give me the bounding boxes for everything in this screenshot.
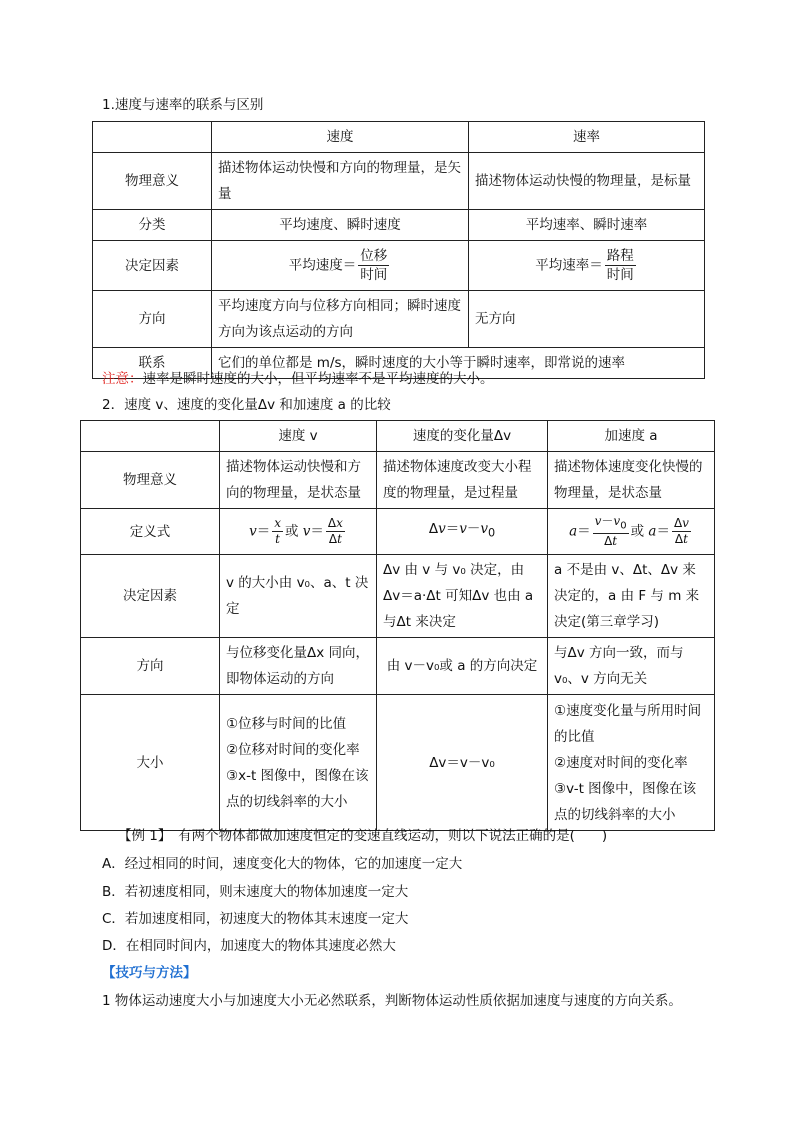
- table2-cell: a 不是由 v、Δt、Δv 来决定的，a 由 F 与 m 来决定(第三章学习): [548, 555, 715, 638]
- formula-lhs: 平均速度＝: [288, 257, 357, 274]
- table1-cell: 无方向: [469, 291, 705, 348]
- section2-title: 2．速度 v、速度的变化量Δv 和加速度 a 的比较: [102, 397, 391, 413]
- table1-cell: 平均速度、瞬时速度: [212, 210, 469, 241]
- tips-text: 1 物体运动速度大小与加速度大小无必然联系，判断物体运动性质依据加速度与速度的方向关系。: [102, 993, 682, 1009]
- table1-row-label: 决定因素: [93, 241, 212, 291]
- table2-header-acceleration: 加速度 a: [548, 421, 715, 452]
- note-label: 注意：: [102, 371, 143, 387]
- velocity-acceleration-table: [80, 420, 715, 831]
- table2-cell: 与位移变化量Δx 同向，即物体运动的方向: [220, 638, 377, 695]
- table1-merged-cell: 它们的单位都是 m/s，瞬时速度的大小等于瞬时速率，即常说的速率: [212, 348, 705, 379]
- example-question: [118, 824, 607, 844]
- table1-formula-rate: [469, 241, 705, 291]
- table2-cell: 描述物体速度改变大小程度的物理量，是过程量: [377, 452, 548, 509]
- table1-row-label: 联系: [93, 348, 212, 379]
- table1-formula-speed: [212, 241, 469, 291]
- table2-cell: 与Δv 方向一致，而与 v₀、v 方向无关: [548, 638, 715, 695]
- note: [102, 367, 494, 387]
- table2-header-delta-v: 速度的变化量Δv: [377, 421, 548, 452]
- table2-row-label: 定义式: [81, 509, 220, 555]
- table2-row-label: 方向: [81, 638, 220, 695]
- table2-cell: 描述物体运动快慢和方向的物理量，是状态量: [220, 452, 377, 509]
- table2-cell: v 的大小由 v₀、a、t 决定: [220, 555, 377, 638]
- example-prefix: 【例 1】: [118, 828, 165, 844]
- example-option: D．在相同时间内，加速度大的物体其速度必然大: [102, 938, 396, 954]
- example-option: B．若初速度相同，则末速度大的物体加速度一定大: [102, 884, 409, 900]
- velocity-definition-formula: v＝ $\frac{x}{t}$ 或 v＝ $\frac{\Delta x}{\Delta t}$: [220, 509, 377, 555]
- table1-header-empty: [93, 122, 212, 153]
- table2-header-empty: [81, 421, 220, 452]
- table2-cell: Δv＝v－v₀: [377, 695, 548, 831]
- table2-cell: Δv 由 v 与 v₀ 决定，由Δv＝a·Δt 可知Δv 也由 a 与Δt 来决定: [377, 555, 548, 638]
- note-text: 速率是瞬时速度的大小，但平均速率不是平均速度的大小。: [142, 371, 494, 387]
- table1-cell: 描述物体运动快慢和方向的物理量，是矢量: [212, 153, 469, 210]
- table1-row-label: 物理意义: [93, 153, 212, 210]
- fraction: $\frac{\text{路程}}{\text{时间}}$: [606, 248, 634, 283]
- table1-row-label: 方向: [93, 291, 212, 348]
- table2-cell: 描述物体速度变化快慢的物理量，是状态量: [548, 452, 715, 509]
- table1-cell: 平均速度方向与位移方向相同；瞬时速度方向为该点运动的方向: [212, 291, 469, 348]
- formula-lhs: 平均速率＝: [535, 257, 603, 274]
- table2-row-label: 决定因素: [81, 555, 220, 638]
- speed-vs-rate-table: [92, 121, 705, 379]
- table2-row-label: 大小: [81, 695, 220, 831]
- table1-cell: 描述物体运动快慢的物理量，是标量: [469, 153, 705, 210]
- table2-row-label: 物理意义: [81, 452, 220, 509]
- example-question-text: 有两个物体都做加速度恒定的变速直线运动，则以下说法正确的是( ): [178, 828, 608, 844]
- fraction: $\frac{\text{位移}}{\text{时间}}$: [360, 248, 388, 283]
- acceleration-definition-formula: a＝ $\frac{v-v_0}{\Delta t}$ 或 a＝ $\frac{\Delta v}{\Delta t}$: [548, 509, 715, 555]
- table2-cell: ①速度变化量与所用时间的比值 ②速度对时间的变化率 ③v-t 图像中，图像在该点的切线斜率的大小: [548, 695, 715, 831]
- table1-cell: 平均速率、瞬时速率: [469, 210, 705, 241]
- table2-cell: 由 v－v₀或 a 的方向决定: [377, 638, 548, 695]
- table1-row-label: 分类: [93, 210, 212, 241]
- table1-header-speed: 速度: [212, 122, 469, 153]
- delta-v-definition-formula: $\Delta v=v-v_0$: [377, 509, 548, 555]
- section1-title: 1.速度与速率的联系与区别: [102, 97, 264, 113]
- table2-header-velocity: 速度 v: [220, 421, 377, 452]
- table2-cell: ①位移与时间的比值 ②位移对时间的变化率 ③x-t 图像中，图像在该点的切线斜率的大小: [220, 695, 377, 831]
- table1-header-rate: 速率: [469, 122, 705, 153]
- example-option: C．若加速度相同，初速度大的物体其末速度一定大: [102, 911, 409, 927]
- tips-title: 【技巧与方法】: [102, 965, 197, 981]
- example-option: A．经过相同的时间，速度变化大的物体，它的加速度一定大: [102, 856, 463, 872]
